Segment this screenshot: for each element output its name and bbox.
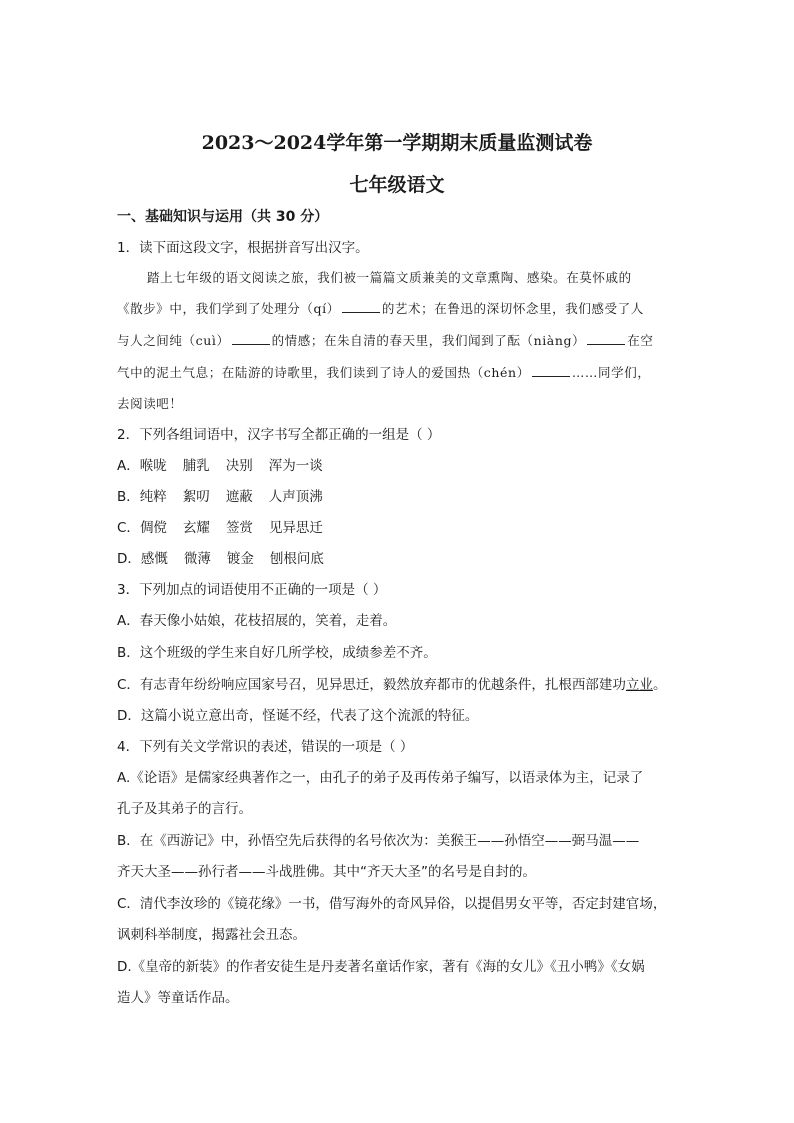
option-label: C． bbox=[117, 520, 140, 536]
q1-text: 在空 bbox=[627, 333, 654, 348]
q4-option-c-line2: 讽刺科举制度，揭露社会丑态。 bbox=[117, 927, 306, 943]
answer-blank[interactable] bbox=[587, 332, 625, 345]
option-word: 刨根问底 bbox=[269, 551, 324, 567]
q4-option-d-line2: 造人》等童话作品。 bbox=[117, 990, 239, 1006]
q4-option-d-line1[interactable]: D.《皇帝的新装》的作者安徒生是丹麦著名童话作家，著有《海的女儿》《丑小鸭》《女娲 bbox=[117, 959, 645, 975]
underlined-word: 立业 bbox=[625, 677, 653, 693]
q3-option-d[interactable]: D．这篇小说立意出奇，怪诞不经，代表了这个流派的特征。 bbox=[117, 708, 479, 724]
option-word: 遮蔽 bbox=[225, 489, 253, 505]
q1-text: 气中的泥土气息；在陆游的诗歌里，我们读到了诗人的爱国热（chén） bbox=[117, 365, 530, 380]
q1-text: ……同学们， bbox=[571, 365, 651, 380]
q2-stem: 2．下列各组词语中，汉字书写全都正确的一组是（ ） bbox=[117, 427, 441, 443]
option-word: 微薄 bbox=[183, 551, 211, 567]
option-label: D． bbox=[117, 551, 141, 567]
q3-stem: 3．下列加点的词语使用不正确的一项是（ ） bbox=[117, 582, 387, 598]
option-word: 絮叨 bbox=[182, 489, 210, 505]
option-word: 人声顶沸 bbox=[268, 489, 323, 505]
section-heading: 一、基础知识与运用（共 30 分） bbox=[117, 209, 329, 225]
q4-stem: 4．下列有关文学常识的表述，错误的一项是（ ） bbox=[117, 739, 414, 755]
q1-passage-line5: 去阅读吧！ bbox=[117, 396, 183, 411]
answer-blank[interactable] bbox=[232, 332, 270, 345]
option-word: 玄耀 bbox=[182, 520, 210, 536]
option-text: C．有志青年纷纷响应国家号召，见异思迁，毅然放弃都市的优越条件，扎根西部建功 bbox=[117, 677, 626, 693]
option-word: 倜傥 bbox=[139, 520, 167, 536]
exam-title: 2023～2024学年第一学期期末质量监测试卷 bbox=[201, 132, 593, 154]
q1-stem: 1．读下面这段文字，根据拼音写出汉字。 bbox=[117, 240, 369, 256]
q4-option-a-line1[interactable]: A.《论语》是儒家经典著作之一，由孔子的弟子及再传弟子编写，以语录体为主，记录了 bbox=[117, 770, 644, 786]
q2-option-d[interactable] bbox=[117, 549, 340, 569]
option-word: 决别 bbox=[225, 458, 253, 474]
q1-passage-line3 bbox=[117, 331, 653, 351]
q1-text: 《散步》中，我们学到了处理分（qí） bbox=[117, 301, 340, 316]
option-word: 见异思迁 bbox=[268, 520, 323, 536]
option-word: 镀金 bbox=[226, 551, 254, 567]
option-word: 签赏 bbox=[225, 520, 253, 536]
q1-text: 的情感；在朱自清的春天里，我们闻到了酝（niàng） bbox=[271, 333, 586, 348]
q4-option-b-line2: 齐天大圣——孙行者——斗战胜佛。其中“齐天大圣”的名号是自封的。 bbox=[117, 864, 536, 880]
answer-blank[interactable] bbox=[532, 364, 570, 377]
option-label: B． bbox=[117, 489, 140, 505]
option-word: 纯粹 bbox=[139, 489, 167, 505]
q2-option-a[interactable] bbox=[117, 456, 339, 476]
q2-option-c[interactable] bbox=[117, 518, 339, 538]
option-word: 感慨 bbox=[140, 551, 168, 567]
answer-blank[interactable] bbox=[342, 300, 380, 313]
q1-passage-line1: 踏上七年级的语文阅读之旅，我们被一篇篇文质兼美的文章熏陶、感染。在莫怀戚的 bbox=[147, 270, 632, 285]
option-word: 喉咙 bbox=[139, 458, 167, 474]
q1-text: 与人之间纯（cuì） bbox=[117, 333, 230, 348]
q4-option-c-line1[interactable]: C．清代李汝珍的《镜花缘》一书，借写海外的奇风异俗，以提倡男女平等，否定封建官场， bbox=[117, 896, 667, 912]
q3-option-b[interactable]: B．这个班级的学生来自好几所学校，成绩参差不齐。 bbox=[117, 645, 437, 661]
q1-passage-line4 bbox=[117, 363, 650, 383]
q4-option-a-line2: 孔子及其弟子的言行。 bbox=[117, 801, 252, 817]
q1-passage-line2 bbox=[117, 299, 644, 319]
q1-text: 的艺术；在鲁迅的深切怀念里，我们感受了人 bbox=[381, 301, 644, 316]
option-word: 脯乳 bbox=[182, 458, 210, 474]
q3-option-a[interactable]: A．春天像小姑娘，花枝招展的，笑着，走着。 bbox=[117, 613, 397, 629]
exam-subtitle: 七年级语文 bbox=[349, 174, 445, 196]
option-text: 。 bbox=[652, 677, 667, 693]
q3-option-c[interactable] bbox=[117, 675, 666, 695]
q4-option-b-line1[interactable]: B．在《西游记》中，孙悟空先后获得的名号依次为：美猴王——孙悟空——弼马温—— bbox=[117, 833, 640, 849]
option-label: A． bbox=[117, 458, 140, 474]
option-word: 浑为一谈 bbox=[268, 458, 323, 474]
q2-option-b[interactable] bbox=[117, 487, 339, 507]
